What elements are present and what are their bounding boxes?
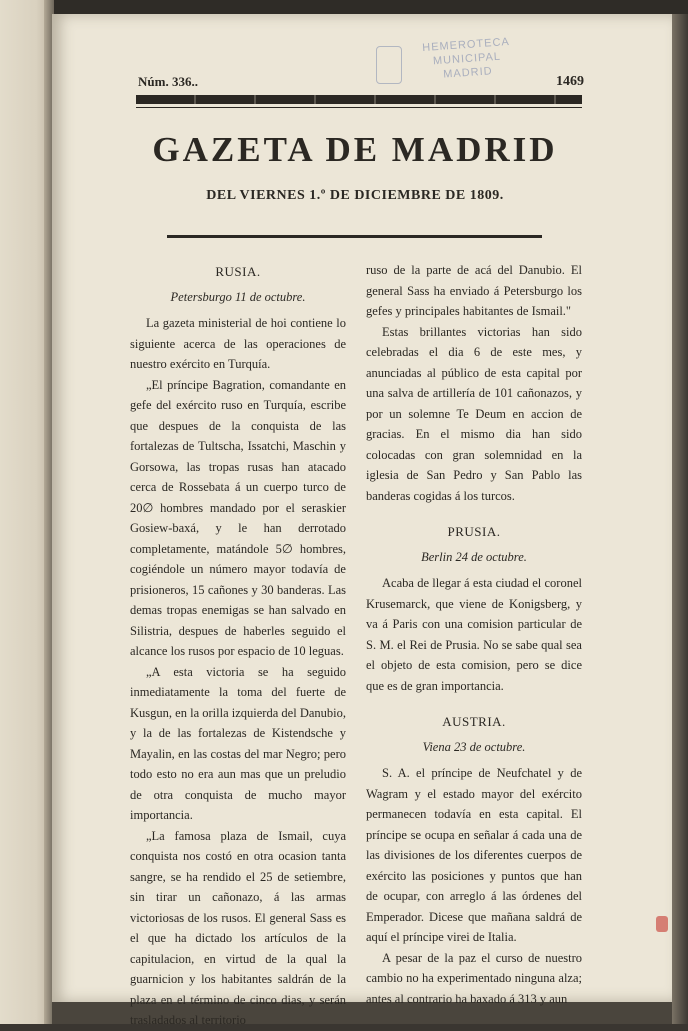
paragraph-continuation: ruso de la parte de acá del Danubio. El general Sass ha enviado á Petersburgo los gefes y principales habitantes de Ismail." [366, 263, 582, 318]
page-number: 1469 [556, 74, 584, 89]
place-date-viena: Viena 23 de octubre. [422, 739, 526, 754]
paragraph: Estas brillantes victorias han sido celebradas el dia 6 de este mes, y anunciadas al público de esta capital por una salva de artillería de 101 cañonazos, y por un solemne Te Deum en accion de gracias. En el mismo dia han sido colocadas con gran solemnidad en la iglesia de San Pedro y San Pablo las banderas cogidas á los turcos. [366, 324, 582, 503]
paragraph: La gazeta ministerial de hoi contiene lo siguiente acerca de las operaciones de nuestro exército en Turquía. [130, 316, 346, 371]
scan-top-edge [0, 0, 688, 14]
stamp-line-3: MADRID [442, 65, 494, 81]
ornamental-rule [136, 95, 582, 104]
dateline: DEL VIERNES 1.º DE DICIEMBRE DE 1809. [206, 188, 504, 203]
paragraph: „A esta victoria se ha seguido inmediatamente la toma del fuerte de Kusgun, en la orilla izquierda del Danubio, y la de las fortalezas de Kistendsche y Mayalin, en las costas del mar Negro; pero todo esto no era aun mas que un preludio de otra conquista de mucho mayor importancia. [130, 664, 346, 822]
paragraph: A pesar de la paz el curso de nuestro cambio no ha experimentado ninguna alza; antes al contrario ha baxado á 313 y aun [366, 950, 582, 1006]
place-date-petersburgo: Petersburgo 11 de octubre. [170, 289, 306, 304]
paragraph: „La famosa plaza de Ismail, cuya conquista nos costó en otra ocasion tanta sangre, se ha rendido el 25 de setiembre, sin tirar un cañonazo, á las armas victoriosas de los rusos. El general Sass es el que ha dictado los artículos de la capitulacion, en virtud de la qual la guarnicion y los habitantes saldrán de la plaza en el término de cinco dias, y serán trasladados al territorio [130, 828, 346, 1027]
masthead-title: GAZETA DE MADRID [152, 130, 558, 169]
library-stamp-crest [376, 46, 402, 84]
dateline-rule [167, 235, 542, 238]
stamp-line-2: MUNICIPAL [432, 50, 502, 68]
scan-right-edge [672, 14, 688, 1024]
thin-rule [136, 107, 582, 108]
stamp-line-1: HEMEROTECA [421, 35, 511, 55]
paragraph: Acaba de llegar á esta ciudad el coronel Krusemarck, que viene de Konigsberg, y va á Paris con una comision particular de S. M. el Rei de Prusia. No se sabe qual sea el objeto de esta comision, pero se dice que es de gran importancia. [366, 576, 582, 693]
section-heading-prusia: PRUSIA. [447, 524, 501, 539]
section-heading-austria: AUSTRIA. [442, 714, 506, 729]
paragraph: S. A. el príncipe de Neufchatel y de Wagram y el estado mayor del exército permanecen todavía en esta capital. El príncipe se ocupa en señalar á cada una de las divisiones de los diferentes cuerpos de exército las posiciones y puntos que han de ocupar, con arreglo á las órdenes del Emperador. Dicese que mañana saldrá de aquí el príncipe virei de Italia. [366, 766, 582, 944]
issue-number: Núm. 336.. [138, 74, 198, 89]
left-column [130, 260, 346, 1031]
paragraph: „El príncipe Bagration, comandante en gefe del exército ruso en Turquía, escribe que despues de la conquista de las fortalezas de Tultscha, Issatchi, Maschin y Gorsowa, las tropas rusas han atacado cerca de Rossebata á un cuerpo turco de 20∅ hombres mandado por el seraskier Gosiew-baxá, y le han derrotado completamente, matándole 5∅ hombres, cogiéndole un número mayor todavía de prisioneros, 15 cañones y 30 banderas. Las demas tropas enemigas se han salvado en Silistria, despues de haberles seguido el alcance los rusos por espacio de 10 leguas. [130, 377, 346, 658]
red-ink-mark [656, 916, 668, 932]
place-date-berlin: Berlin 24 de octubre. [421, 549, 527, 564]
section-heading-rusia: RUSIA. [215, 264, 261, 279]
right-column [366, 260, 582, 1009]
library-stamp [411, 34, 524, 84]
